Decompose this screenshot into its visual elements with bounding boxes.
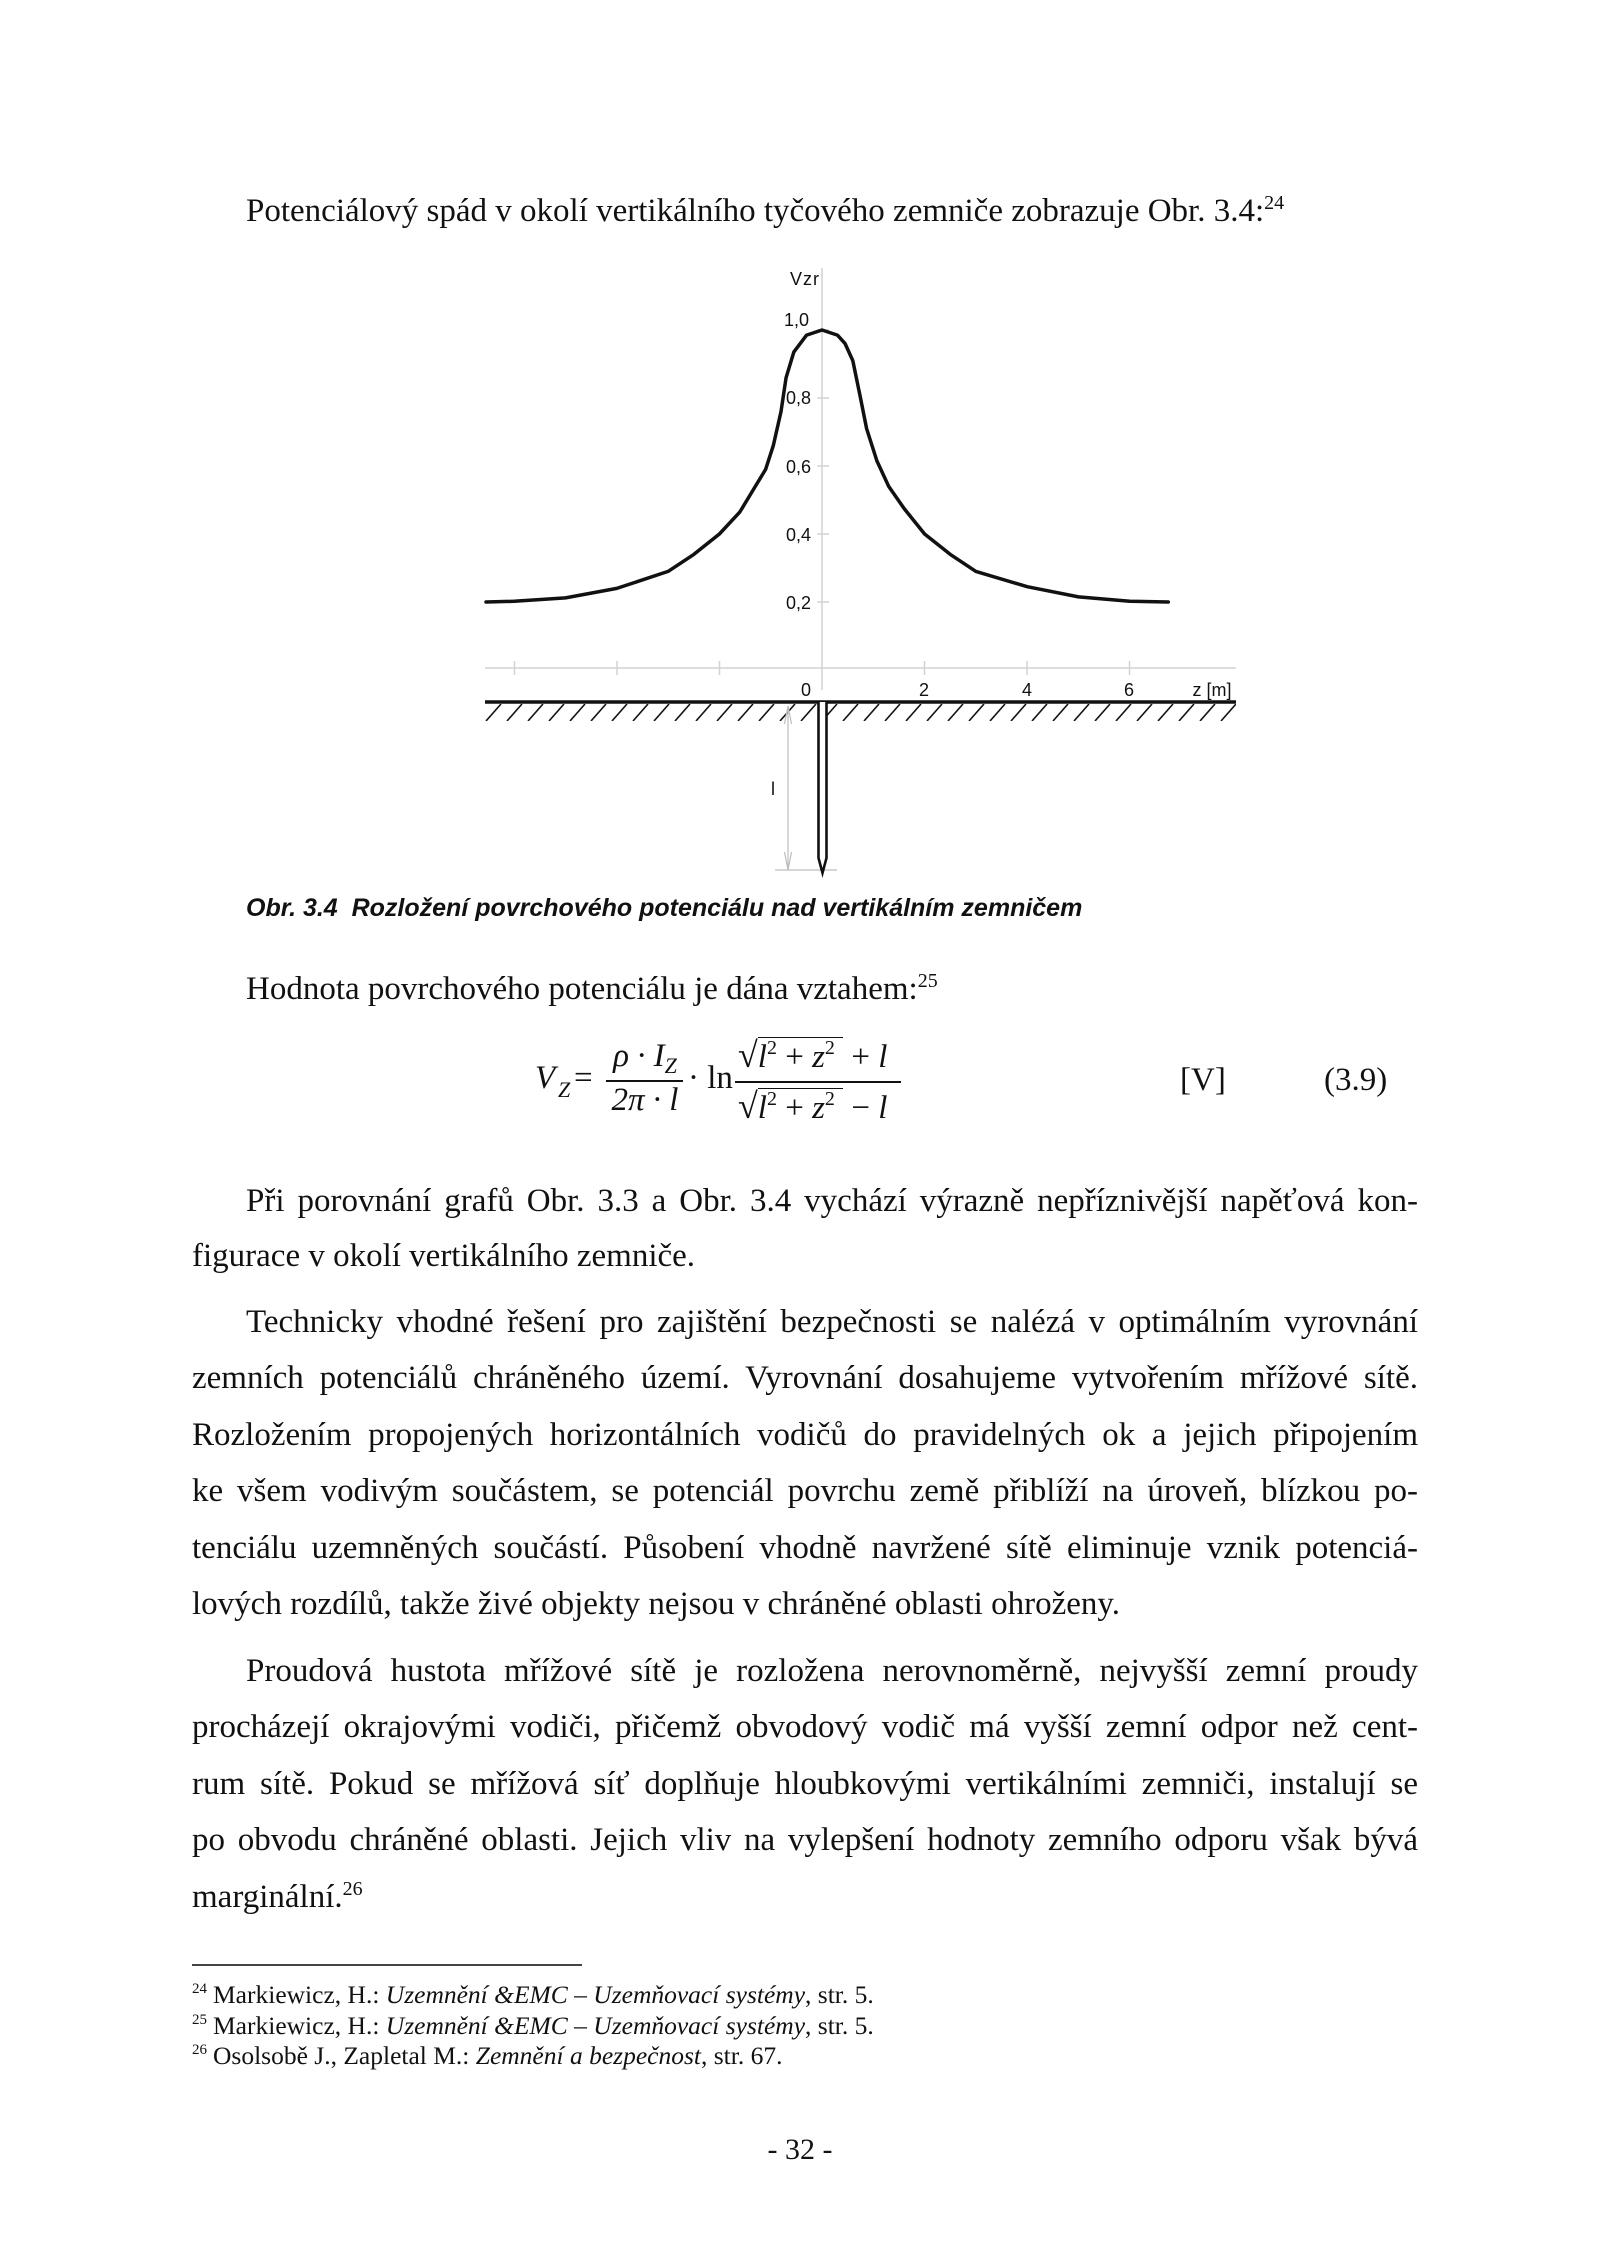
paragraph-last-line-text: marginální. <box>192 1879 343 1915</box>
formula-intro-line <box>246 961 1418 1017</box>
paragraph-line: zemních potenciálů chráněného území. Vyrovnání dosahujeme vytvořením mřížové sítě. <box>192 1360 1418 1396</box>
footnote-24: $^{24}$ Markiewicz, H.: Uzemnění &EMC – Uzemňovací systémy, str. 5. <box>192 1980 874 2009</box>
footnote-26: $^{26}$ Osolsobě J., Zapletal M.: Zemnění a bezpečnost, str. 67. <box>192 2041 783 2070</box>
y-tick-label: 1,0 <box>783 310 809 330</box>
paragraph-line: Rozložením propojených horizontálních vodičů do pravidelných ok a jejich připojením <box>192 1417 1418 1453</box>
x-tick-label: 0 <box>800 680 812 700</box>
y-axis-ticks <box>817 330 829 602</box>
intro-line <box>246 183 1418 239</box>
fraction2-numerator: $√l^2 + z^2 + l$ <box>738 1035 888 1075</box>
footnote-ref-24: 24 <box>1264 192 1285 214</box>
equation-ln: · ln <box>688 1060 733 1096</box>
figure-caption: Obr. 3.4 Rozložení povrchového potenciálu nad vertikálním zemničem <box>246 894 1083 922</box>
fraction2-bar <box>735 1081 901 1083</box>
y-tick-label: 0,4 <box>785 525 811 545</box>
equation-unit: [V] <box>1180 1062 1226 1098</box>
paragraph-line: Při porovnání grafů Obr. 3.3 a Obr. 3.4 vychází výrazně nepříznivější napěťová kon- <box>246 1183 1418 1219</box>
footnotes <box>192 1980 1418 2072</box>
paragraph-line <box>192 1869 1418 1925</box>
electrode-length-label: l <box>771 779 775 799</box>
rod-electrode-icon <box>819 702 827 873</box>
formula-intro-text: Hodnota povrchového potenciálu je dána vztahem: <box>246 971 918 1007</box>
x-tick-label: 6 <box>1123 680 1135 700</box>
fraction1-denominator: 2π · l <box>611 1082 679 1118</box>
y-tick-label: 0,6 <box>785 457 811 477</box>
footnote-ref-26: 26 <box>342 1878 363 1900</box>
paragraph-line: procházejí okrajovými vodiči, přičemž obvodový vodič má vyšší zemní odpor než cent- <box>192 1709 1418 1745</box>
equation-equals: = <box>574 1060 593 1096</box>
fraction1-numerator: $\rho \cdot I_Z$ <box>613 1038 677 1078</box>
paragraph-line: lových rozdílů, takže živé objekty nejsou v chráněné oblasti ohroženy. <box>192 1586 1120 1622</box>
footnote-separator <box>192 1964 582 1966</box>
paragraph-line: tenciálu uzemněných součástí. Působení vhodně navržené sítě eliminuje vznik potenciá- <box>192 1530 1418 1566</box>
equation-lhs-subscript: Z <box>558 1077 571 1102</box>
paragraph-line: po obvodu chráněné oblasti. Jejich vliv na vylepšení hodnoty zemního odporu však bývá <box>192 1822 1418 1858</box>
paragraph-line: rum sítě. Pokud se mřížová síť doplňuje hloubkovými vertikálními zemniči, instalují se <box>192 1766 1418 1802</box>
paragraph-line: Proudová hustota mřížové sítě je rozložena nerovnoměrně, nejvyšší zemní proudy <box>246 1653 1418 1689</box>
paragraph-line: Technicky vhodné řešení pro zajištění bezpečnosti se nalézá v optimálním vyrovnání <box>246 1304 1418 1340</box>
potential-distribution-figure <box>460 255 1260 885</box>
fraction2-denominator: $√l^2 + z^2 - l$ <box>738 1086 888 1126</box>
x-tick-label: 2 <box>918 680 930 700</box>
ground-hatching <box>485 704 1236 721</box>
footnote-25: $^{25}$ Markiewicz, H.: Uzemnění &EMC – Uzemňovací systémy, str. 5. <box>192 2010 874 2040</box>
equation-number: (3.9) <box>1324 1062 1388 1098</box>
paragraph-line: ke všem vodivým součástem, se potenciál povrchu země přiblíží na úroveň, blízkou po- <box>192 1473 1418 1509</box>
y-tick-label: 0,2 <box>785 593 811 613</box>
intro-text: Potenciálový spád v okolí vertikálního tyčového zemniče zobrazuje Obr. 3.4: <box>246 193 1265 229</box>
equation-lhs: V <box>535 1060 556 1096</box>
y-axis-label: Vzr <box>790 269 820 289</box>
paragraph-line: figurace v okolí vertikálního zemniče. <box>192 1238 696 1274</box>
footnote-ref-25: 25 <box>917 970 938 992</box>
page-number: - 32 - <box>767 2133 833 2166</box>
x-axis-label: z [m] <box>1192 680 1232 700</box>
y-tick-label: 0,8 <box>785 388 811 408</box>
x-tick-label: 4 <box>1021 680 1033 700</box>
